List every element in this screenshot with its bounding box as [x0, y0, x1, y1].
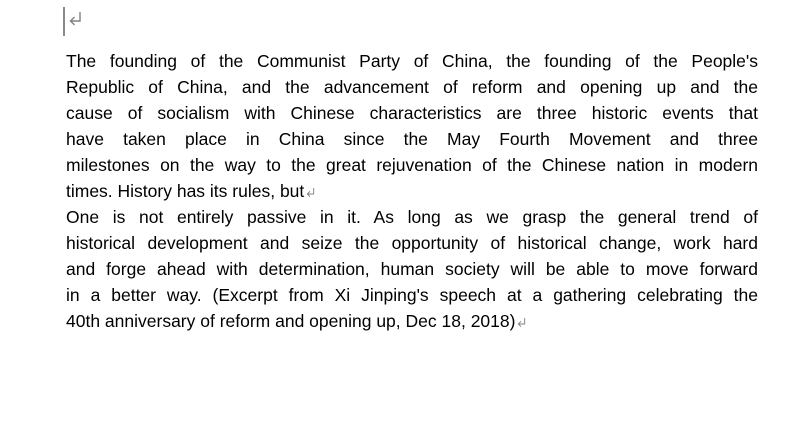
text-line[interactable]: milestones on the way to the great rejuvenation of the Chinese nation in modern [66, 155, 758, 175]
text-line[interactable]: cause of socialism with Chinese characteristics are three historic events that [66, 103, 758, 123]
text-cursor [63, 7, 65, 36]
text-line[interactable]: in a better way. (Excerpt from Xi Jinping's speech at a gathering celebrating the [66, 285, 758, 305]
paragraph-return-icon [67, 9, 85, 27]
text-line[interactable]: and forge ahead with determination, human society will be able to move forward [66, 259, 758, 279]
text-line[interactable]: The founding of the Communist Party of China, the founding of the People's [66, 51, 758, 71]
paragraph-return-icon [516, 316, 528, 328]
document-body[interactable] [66, 9, 758, 334]
paragraph[interactable] [66, 204, 758, 334]
text-line[interactable]: historical development and seize the opportunity of historical change, work hard [66, 233, 758, 253]
paragraph-return-icon [305, 186, 317, 198]
document-page[interactable] [66, 6, 758, 334]
text-line[interactable]: 40th anniversary of reform and opening up, Dec 18, 2018) [66, 308, 758, 334]
paragraph[interactable] [66, 48, 758, 204]
text-line[interactable]: One is not entirely passive in it. As long as we grasp the general trend of [66, 207, 758, 227]
empty-paragraph[interactable] [66, 9, 758, 35]
text-line[interactable]: Republic of China, and the advancement of reform and opening up and the [66, 77, 758, 97]
text-line[interactable]: have taken place in China since the May Fourth Movement and three [66, 129, 758, 149]
text-line[interactable]: times. History has its rules, but [66, 178, 758, 204]
